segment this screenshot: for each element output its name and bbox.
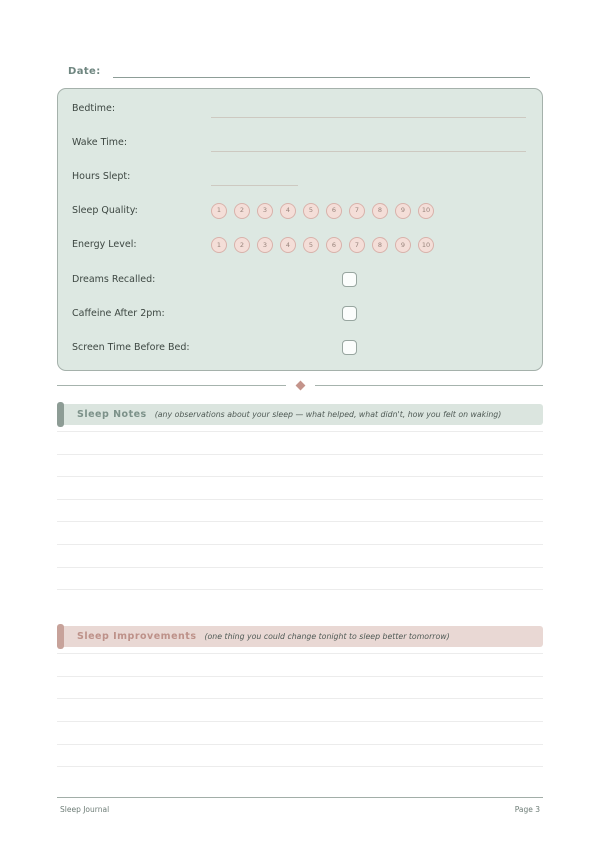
divider-line-right <box>315 385 544 386</box>
date-write-line[interactable] <box>113 65 530 78</box>
energy-level-option-3[interactable]: 3 <box>257 237 273 253</box>
ruled-line <box>57 647 543 654</box>
sleep-quality-option-2[interactable]: 2 <box>234 203 250 219</box>
field-label: Sleep Quality: <box>72 205 138 217</box>
bedtime-write-line[interactable] <box>211 117 526 118</box>
energy-level-scale <box>211 237 441 253</box>
ruled-line <box>57 455 543 478</box>
field-label: Bedtime: <box>72 102 116 114</box>
date-row <box>68 64 530 78</box>
sleep-notes-writing-area[interactable] <box>57 425 543 590</box>
form-row-bedtime <box>72 91 528 125</box>
footer-journal-name: Sleep Journal <box>60 805 110 814</box>
sleep-improvements-subtitle: (one thing you could change tonight to sleep better tomorrow) <box>204 632 450 642</box>
sleep-log-form <box>57 88 543 371</box>
sleep-quality-option-1[interactable]: 1 <box>211 203 227 219</box>
field-label: Wake Time: <box>72 136 128 148</box>
energy-level-option-9[interactable]: 9 <box>395 237 411 253</box>
date-label: Date: <box>68 66 101 77</box>
field-label: Caffeine After 2pm: <box>72 307 165 319</box>
field-label: Dreams Recalled: <box>72 273 156 285</box>
page-footer <box>57 797 543 814</box>
header-accent-bar <box>57 624 64 649</box>
ruled-line <box>57 654 543 677</box>
form-row-screen-time <box>72 330 528 364</box>
divider-line-left <box>57 385 286 386</box>
energy-level-option-2[interactable]: 2 <box>234 237 250 253</box>
field-label: Hours Slept: <box>72 170 131 182</box>
field-label: Energy Level: <box>72 239 137 251</box>
energy-level-option-6[interactable]: 6 <box>326 237 342 253</box>
ruled-line <box>57 568 543 591</box>
hours-slept-write-line[interactable] <box>211 185 298 186</box>
energy-level-option-1[interactable]: 1 <box>211 237 227 253</box>
sleep-notes-subtitle: (any observations about your sleep — what helped, what didn't, how you felt on waking) <box>154 410 502 419</box>
ruled-line <box>57 699 543 722</box>
energy-level-option-7[interactable]: 7 <box>349 237 365 253</box>
screen-time-checkbox[interactable] <box>342 340 357 355</box>
footer-page-number: Page 3 <box>514 805 540 814</box>
form-row-sleep-quality <box>72 194 528 228</box>
sleep-improvements-title: Sleep Improvements <box>77 631 197 643</box>
sleep-quality-option-7[interactable]: 7 <box>349 203 365 219</box>
sleep-quality-option-4[interactable]: 4 <box>280 203 296 219</box>
sleep-quality-option-9[interactable]: 9 <box>395 203 411 219</box>
ruled-line <box>57 477 543 500</box>
sleep-quality-option-10[interactable]: 10 <box>418 203 434 219</box>
sleep-quality-option-5[interactable]: 5 <box>303 203 319 219</box>
ruled-line <box>57 432 543 455</box>
energy-level-option-8[interactable]: 8 <box>372 237 388 253</box>
sleep-notes-title: Sleep Notes <box>77 409 147 420</box>
form-row-wake-time <box>72 125 528 159</box>
header-accent-bar <box>57 402 64 427</box>
ruled-line <box>57 500 543 523</box>
sleep-quality-option-3[interactable]: 3 <box>257 203 273 219</box>
ruled-line <box>57 745 543 768</box>
energy-level-option-10[interactable]: 10 <box>418 237 434 253</box>
ruled-line <box>57 677 543 700</box>
form-row-caffeine <box>72 296 528 330</box>
form-row-dreams-recalled <box>72 262 528 296</box>
sleep-improvements-header <box>57 626 543 647</box>
energy-level-option-5[interactable]: 5 <box>303 237 319 253</box>
sleep-quality-scale <box>211 203 441 219</box>
ruled-line <box>57 722 543 745</box>
ruled-line <box>57 425 543 432</box>
wake-time-write-line[interactable] <box>211 151 526 152</box>
sleep-improvements-writing-area[interactable] <box>57 647 543 767</box>
caffeine-after-2pm-checkbox[interactable] <box>342 306 357 321</box>
form-row-energy-level <box>72 228 528 262</box>
dreams-recalled-checkbox[interactable] <box>342 272 357 287</box>
sleep-quality-option-8[interactable]: 8 <box>372 203 388 219</box>
section-divider <box>57 381 543 390</box>
form-row-hours-slept <box>72 159 528 193</box>
ruled-line <box>57 545 543 568</box>
ruled-line <box>57 522 543 545</box>
diamond-icon <box>295 381 305 391</box>
energy-level-option-4[interactable]: 4 <box>280 237 296 253</box>
field-label: Screen Time Before Bed: <box>72 341 190 353</box>
sleep-quality-option-6[interactable]: 6 <box>326 203 342 219</box>
sleep-notes-header <box>57 404 543 425</box>
